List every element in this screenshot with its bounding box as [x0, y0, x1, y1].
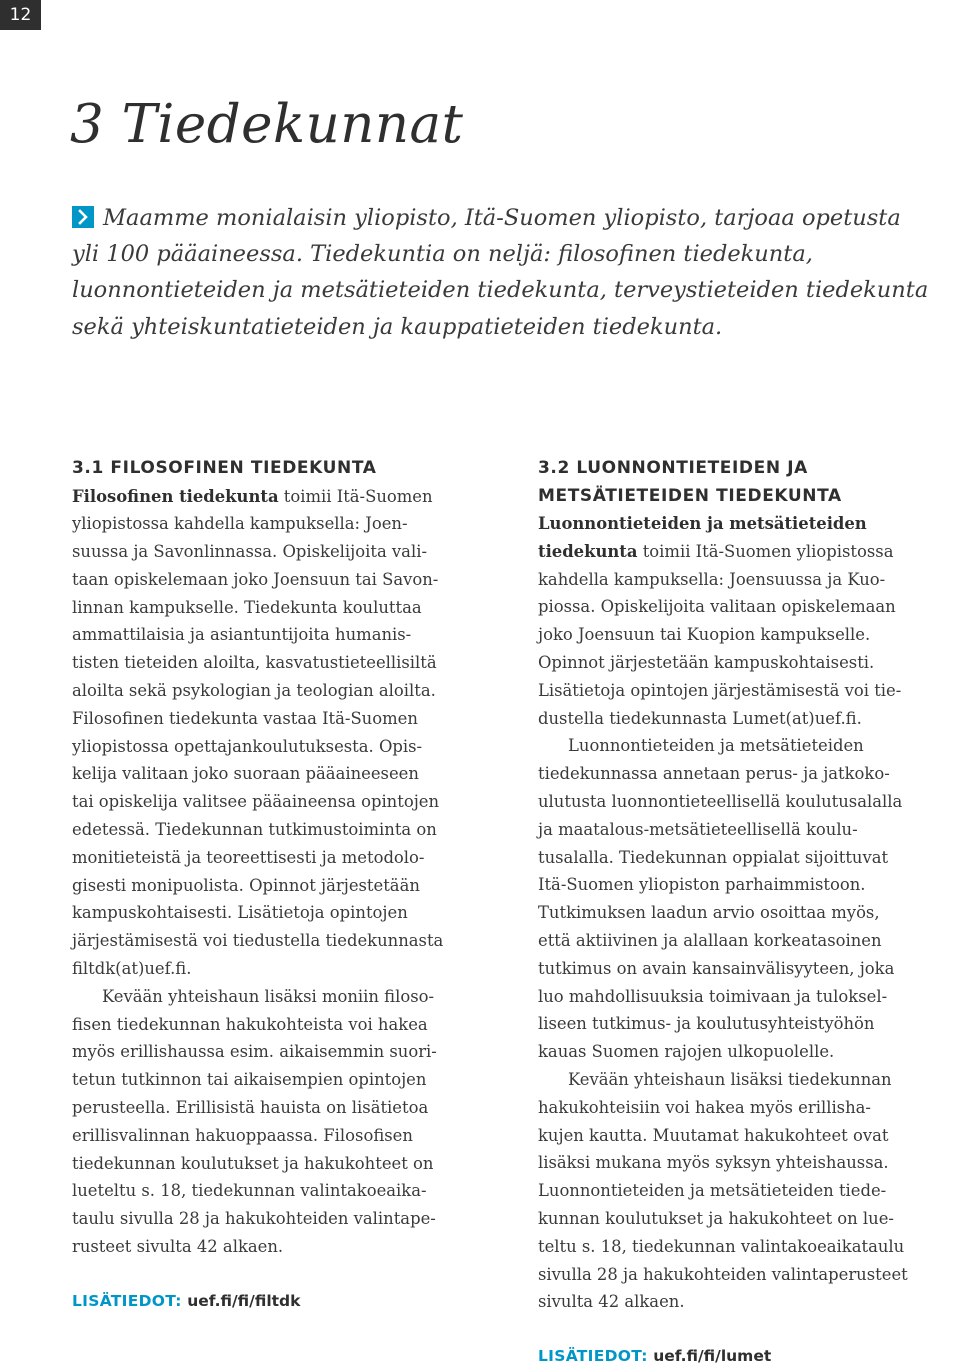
body-line: Luonnontieteiden ja metsätieteiden tiede- — [538, 1181, 887, 1201]
body-line: aloilta sekä psykologian ja teologian aloilta. — [72, 681, 436, 701]
body-line: tusalalla. Tiedekunnan oppialat sijoittuvat — [538, 847, 889, 867]
body-line: filtdk(at)uef.fi. — [72, 959, 192, 979]
body-line: tetun tutkinnon tai aikaisempien opintojen — [72, 1070, 427, 1090]
body-line: ulutusta luonnontieteellisellä koulutusalalla — [538, 791, 903, 811]
body-line: sivulla 28 ja hakukohteiden valintaperusteet — [538, 1264, 908, 1284]
intro-line: yli 100 pääaineessa. Tiedekuntia on neljä: filosofinen tiedekunta, — [72, 241, 813, 268]
body-line — [72, 483, 492, 511]
body-line: suussa ja Savonlinnassa. Opiskelijoita vali- — [72, 542, 427, 562]
intro-paragraph — [72, 200, 942, 345]
body-line: Kevään yhteishaun lisäksi tiedekunnan — [568, 1069, 892, 1089]
body-line-text: toimii Itä-Suomen — [278, 486, 433, 506]
body-line: piossa. Opiskelijoita valitaan opiskelemaan — [538, 597, 896, 617]
body-line: hakukohteisiin voi hakea myös erillisha- — [538, 1097, 871, 1117]
body-line: teltu s. 18, tiedekunnan valintakoeaikataulu — [538, 1236, 905, 1256]
body-line: monitieteistä ja teoreettisesti ja metodolo- — [72, 847, 425, 867]
body-line: tisten tieteiden aloilta, kasvatustieteellisiltä — [72, 653, 437, 673]
intro-line-text: Maamme monialaisin yliopisto, Itä-Suomen yliopisto, tarjoaa opetusta — [103, 205, 901, 231]
bold-lead: tiedekunta — [538, 541, 638, 561]
body-line: yliopistossa kahdella kampuksella: Joen- — [72, 514, 408, 534]
body-line: kelija valitaan joko suoraan pääaineeseen — [72, 764, 419, 784]
body-line: tiedekunnassa annetaan perus- ja jatkoko- — [538, 764, 890, 784]
body-line: joko Joensuun tai Kuopion kampukselle. — [538, 625, 871, 645]
more-info-link[interactable]: uef.fi/fi/filtdk — [187, 1292, 301, 1310]
body-line: linnan kampukselle. Tiedekunta kouluttaa — [72, 597, 422, 617]
body-line: tiedekunnan koulutukset ja hakukohteet on — [72, 1153, 434, 1173]
more-info-label: LISÄTIEDOT: — [72, 1292, 182, 1310]
page-number: 12 — [0, 0, 41, 30]
section-heading — [72, 455, 492, 483]
body-line: Lisätietoja opintojen järjestämisestä voi tie- — [538, 680, 902, 700]
bold-lead: Filosofinen tiedekunta — [72, 486, 279, 506]
body-line: Kevään yhteishaun lisäksi moniin filoso- — [102, 986, 435, 1006]
body-line: yliopistossa opettajankoulutuksesta. Opis- — [72, 736, 423, 756]
more-info-label: LISÄTIEDOT: — [538, 1347, 648, 1365]
body-line: Itä-Suomen yliopiston parhaimmistoon. — [538, 875, 866, 895]
more-info-science-forestry — [538, 1347, 771, 1365]
intro-line: luonnontieteiden ja metsätieteiden tiedekunta, terveystieteiden tiedekunta — [72, 277, 929, 304]
body-line: Tutkimuksen laadun arvio osoittaa myös, — [538, 903, 880, 923]
body-line: taulu sivulla 28 ja hakukohteiden valintape- — [72, 1209, 436, 1229]
body-line: ammattilaisia ja asiantuntijoita humanis- — [72, 625, 412, 645]
body-line: rusteet sivulta 42 alkaen. — [72, 1237, 284, 1257]
body-line: että aktiivinen ja alallaan korkeatasoinen — [538, 930, 882, 950]
body-line: kampuskohtaisesti. Lisätietoja opintojen — [72, 903, 408, 923]
body-line: lueteltu s. 18, tiedekunnan valintakoeaika- — [72, 1181, 427, 1201]
more-info-link[interactable]: uef.fi/fi/lumet — [653, 1347, 772, 1365]
body-line: lisäksi mukana myös syksyn yhteishaussa. — [538, 1153, 889, 1173]
body-line: myös erillishaussa esim. aikaisemmin suori- — [72, 1042, 437, 1062]
body-line: tai opiskelija valitsee pääaineensa opintojen — [72, 792, 440, 812]
body-line: taan opiskelemaan joko Joensuun tai Savon- — [72, 569, 439, 589]
body-line: kauas Suomen rajojen ulkopuolelle. — [538, 1042, 835, 1062]
body-line: ja maatalous-metsätieteellisellä koulu- — [538, 819, 858, 839]
section-heading-line: 3.1 FILOSOFINEN TIEDEKUNTA — [72, 458, 377, 478]
section-science-forestry — [538, 455, 958, 1316]
body-line: sivulta 42 alkaen. — [538, 1292, 685, 1312]
body-line-text: toimii Itä-Suomen yliopistossa — [637, 541, 894, 561]
section-heading — [538, 455, 958, 510]
body-line: gisesti monipuolista. Opinnot järjestetään — [72, 875, 420, 895]
body-line: kunnan koulutukset ja hakukohteet on lue- — [538, 1208, 894, 1228]
bold-lead: Luonnontieteiden ja metsätieteiden — [538, 514, 867, 533]
more-info-philosophy — [72, 1292, 300, 1310]
section-heading-line: 3.2 LUONNONTIETEIDEN JA — [538, 458, 808, 478]
body-line — [538, 538, 958, 566]
body-line: tutkimus on avain kansainvälisyyteen, joka — [538, 958, 895, 978]
body-line — [538, 510, 958, 538]
page-title: 3 Tiedekunnat — [70, 94, 464, 155]
intro-line: sekä yhteiskuntatieteiden ja kauppatieteiden tiedekunta. — [72, 313, 723, 340]
body-line: kujen kautta. Muutamat hakukohteet ovat — [538, 1125, 889, 1145]
section-body — [538, 510, 958, 1316]
body-line: edetessä. Tiedekunnan tutkimustoiminta on — [72, 820, 437, 840]
body-line: Opinnot järjestetään kampuskohtaisesti. — [538, 652, 875, 672]
section-philosophy — [72, 455, 492, 1261]
body-line: perusteella. Erillisistä hauista on lisätietoa — [72, 1098, 429, 1118]
body-line: luo mahdollisuuksia toimivaan ja tuloksel- — [538, 986, 888, 1006]
body-line: liseen tutkimus- ja koulutusyhteistyöhön — [538, 1014, 875, 1034]
body-line: Filosofinen tiedekunta vastaa Itä-Suomen — [72, 708, 418, 728]
body-line: kahdella kampuksella: Joensuussa ja Kuo- — [538, 569, 886, 589]
body-line: dustella tiedekunnasta Lumet(at)uef.fi. — [538, 708, 862, 728]
section-body — [72, 483, 492, 1261]
body-line: erillisvalinnan hakuoppaassa. Filosofisen — [72, 1125, 413, 1145]
body-line: järjestämisestä voi tiedustella tiedekunnasta — [72, 931, 444, 951]
body-line: Luonnontieteiden ja metsätieteiden — [568, 736, 864, 756]
section-heading-line: METSÄTIETEIDEN TIEDEKUNTA — [538, 485, 842, 506]
chevron-right-icon — [72, 206, 94, 228]
body-line: fisen tiedekunnan hakukohteista voi hakea — [72, 1014, 428, 1034]
intro-line — [72, 200, 942, 236]
